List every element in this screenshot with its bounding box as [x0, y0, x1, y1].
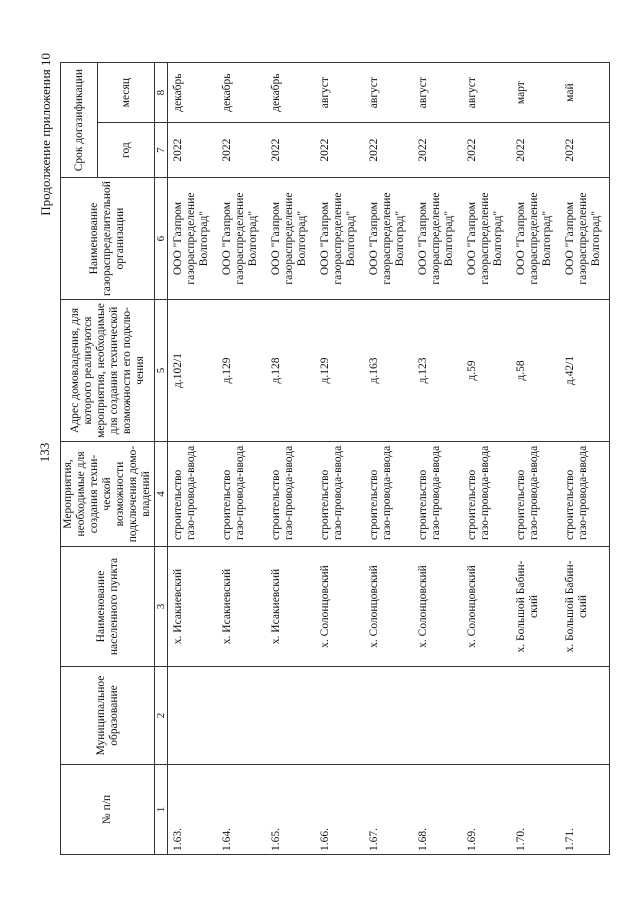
municipality-cell: [315, 667, 364, 765]
year-cell: 2022: [168, 123, 218, 178]
header-term: Срок догазификации: [61, 63, 98, 178]
month-cell: декабрь: [168, 63, 218, 123]
table-row: [462, 63, 511, 855]
municipality-cell: [217, 667, 266, 765]
year-cell: 2022: [364, 123, 413, 178]
column-number: 1: [155, 765, 168, 855]
table-row: [168, 63, 218, 855]
settlement-cell: х. Солонцовский: [315, 547, 364, 667]
address-cell: д.42/1: [560, 300, 610, 442]
measures-cell: строительство газо-провода-ввода: [364, 442, 413, 547]
header-address: Адрес домовладения, для которого реализуются мероприятия, необходимые для создания технической возможности его подклю-чения: [61, 300, 155, 442]
organization-cell: ООО "Газпром газораспределение Волгоград": [266, 178, 315, 300]
settlement-cell: х. Большой Бабин-ский: [560, 547, 610, 667]
year-cell: 2022: [217, 123, 266, 178]
gasification-table: [60, 62, 610, 855]
settlement-cell: х. Исакиевский: [217, 547, 266, 667]
measures-cell: строительство газо-провода-ввода: [560, 442, 610, 547]
settlement-cell: х. Исакиевский: [168, 547, 218, 667]
table-row: [560, 63, 610, 855]
municipality-cell: [168, 667, 218, 765]
municipality-cell: [364, 667, 413, 765]
column-number: 8: [155, 63, 168, 123]
year-cell: 2022: [462, 123, 511, 178]
column-number: 2: [155, 667, 168, 765]
header-settlement: Наименование населенного пункта: [61, 547, 155, 667]
municipality-cell: [560, 667, 610, 765]
address-cell: д.59: [462, 300, 511, 442]
header-month: месяц: [98, 63, 155, 123]
organization-cell: ООО "Газпром газораспределение Волгоград": [364, 178, 413, 300]
address-cell: д.102/1: [168, 300, 218, 442]
column-number: 4: [155, 442, 168, 547]
row-number: 1.64.: [217, 765, 266, 855]
row-number: 1.63.: [168, 765, 218, 855]
organization-cell: ООО "Газпром газораспределение Волгоград": [462, 178, 511, 300]
measures-cell: строительство газо-провода-ввода: [462, 442, 511, 547]
measures-cell: строительство газо-провода-ввода: [413, 442, 462, 547]
address-cell: д.163: [364, 300, 413, 442]
row-number: 1.69.: [462, 765, 511, 855]
month-cell: декабрь: [217, 63, 266, 123]
municipality-cell: [511, 667, 560, 765]
measures-cell: строительство газо-провода-ввода: [511, 442, 560, 547]
settlement-cell: х. Большой Бабин-ский: [511, 547, 560, 667]
header-num: № п/п: [61, 765, 155, 855]
continuation-label: Продолжение приложения 10: [38, 53, 53, 216]
table-row: [364, 63, 413, 855]
measures-cell: строительство газо-провода-ввода: [266, 442, 315, 547]
table-row: [413, 63, 462, 855]
municipality-cell: [413, 667, 462, 765]
row-number: 1.68.: [413, 765, 462, 855]
month-cell: август: [413, 63, 462, 123]
row-number: 1.66.: [315, 765, 364, 855]
organization-cell: ООО "Газпром газораспределение Волгоград": [315, 178, 364, 300]
year-cell: 2022: [511, 123, 560, 178]
measures-cell: строительство газо-провода-ввода: [217, 442, 266, 547]
month-cell: август: [315, 63, 364, 123]
column-number-row: [155, 63, 168, 855]
address-cell: д.123: [413, 300, 462, 442]
month-cell: май: [560, 63, 610, 123]
measures-cell: строительство газо-провода-ввода: [168, 442, 218, 547]
organization-cell: ООО "Газпром газораспределение Волгоград": [560, 178, 610, 300]
address-cell: д.128: [266, 300, 315, 442]
settlement-cell: х. Солонцовский: [462, 547, 511, 667]
table-row: [217, 63, 266, 855]
settlement-cell: х. Солонцовский: [413, 547, 462, 667]
address-cell: д.58: [511, 300, 560, 442]
settlement-cell: х. Солонцовский: [364, 547, 413, 667]
header-municipality: Муниципальное образование: [61, 667, 155, 765]
organization-cell: ООО "Газпром газораспределение Волгоград": [413, 178, 462, 300]
settlement-cell: х. Исакиевский: [266, 547, 315, 667]
address-cell: д.129: [217, 300, 266, 442]
header-org: Наименование газораспределительной организации: [61, 178, 155, 300]
organization-cell: ООО "Газпром газораспределение Волгоград": [217, 178, 266, 300]
organization-cell: ООО "Газпром газораспределение Волгоград": [511, 178, 560, 300]
row-number: 1.67.: [364, 765, 413, 855]
column-number: 3: [155, 547, 168, 667]
year-cell: 2022: [413, 123, 462, 178]
page-number: 133: [37, 442, 52, 463]
month-cell: август: [364, 63, 413, 123]
municipality-cell: [266, 667, 315, 765]
column-number: 5: [155, 300, 168, 442]
row-number: 1.70.: [511, 765, 560, 855]
year-cell: 2022: [266, 123, 315, 178]
month-cell: март: [511, 63, 560, 123]
municipality-cell: [462, 667, 511, 765]
month-cell: август: [462, 63, 511, 123]
year-cell: 2022: [315, 123, 364, 178]
header-year: год: [98, 123, 155, 178]
address-cell: д.129: [315, 300, 364, 442]
year-cell: 2022: [560, 123, 610, 178]
month-cell: декабрь: [266, 63, 315, 123]
column-number: 6: [155, 178, 168, 300]
measures-cell: строительство газо-провода-ввода: [315, 442, 364, 547]
row-number: 1.65.: [266, 765, 315, 855]
table-row: [266, 63, 315, 855]
header-measures: Мероприятия, необходимые для создания техни-ческой возможности подключения домо-владений: [61, 442, 155, 547]
organization-cell: ООО "Газпром газораспределение Волгоград": [168, 178, 218, 300]
row-number: 1.71.: [560, 765, 610, 855]
header-row: [61, 63, 98, 855]
table-row: [511, 63, 560, 855]
table-row: [315, 63, 364, 855]
column-number: 7: [155, 123, 168, 178]
